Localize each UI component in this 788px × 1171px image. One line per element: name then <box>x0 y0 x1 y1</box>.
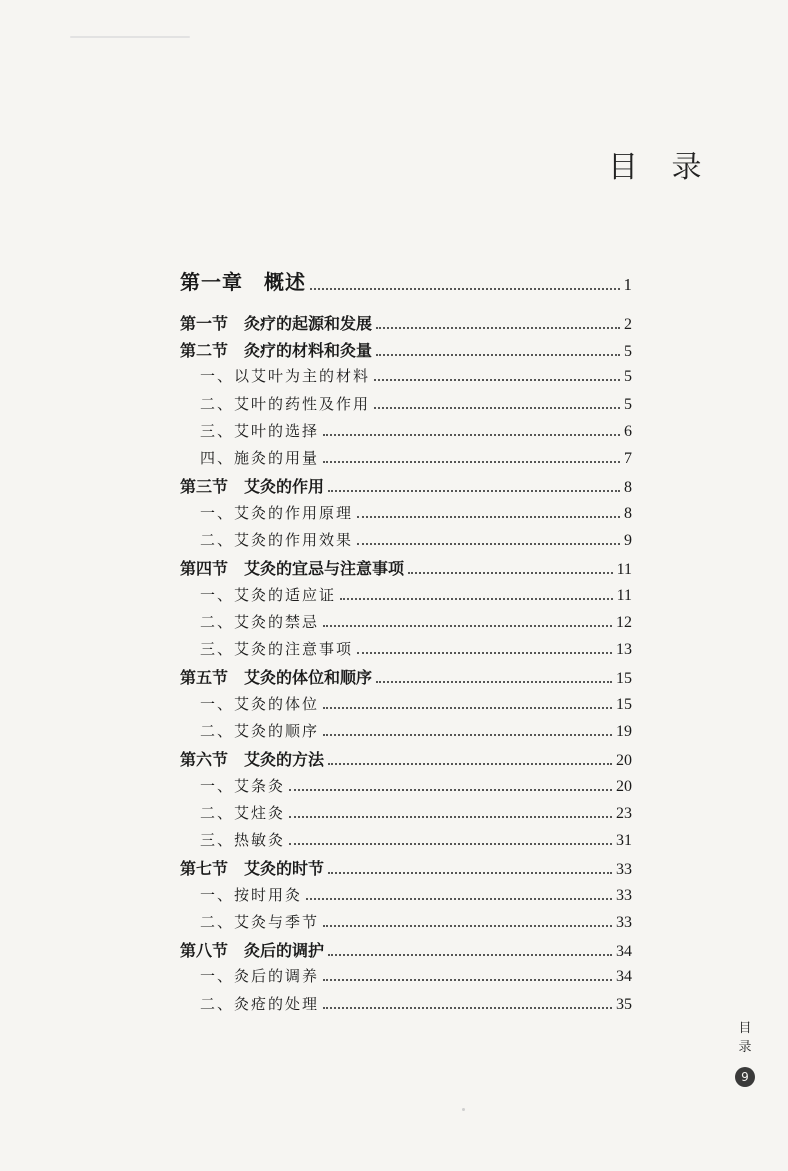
toc-entry-label: 一、艾条灸 <box>200 777 286 795</box>
dot-leader <box>374 407 620 409</box>
dot-leader <box>357 516 620 518</box>
toc-entry <box>180 829 632 850</box>
dot-leader <box>328 954 612 956</box>
toc-entry <box>180 529 632 550</box>
toc-entry-page-number: 5 <box>624 396 632 413</box>
dot-leader <box>323 925 612 927</box>
toc-entry-label: 一、以艾叶为主的材料 <box>200 367 371 385</box>
toc-entry-page-number: 35 <box>616 996 632 1013</box>
toc-entry-label: 三、艾叶的选择 <box>200 422 320 440</box>
toc-entry-label: 一、按时用灸 <box>200 886 303 904</box>
toc-entry-label: 一、艾灸的适应证 <box>200 586 337 604</box>
side-tab-line: 目 <box>738 1021 752 1036</box>
toc-entry-label: 第六节 艾灸的方法 <box>180 750 325 769</box>
toc-entry-label: 第二节 灸疗的材料和灸量 <box>180 341 373 360</box>
toc-entry-label: 第七节 艾灸的时节 <box>180 859 325 878</box>
toc-entry <box>180 365 632 386</box>
toc-entry-label: 一、艾灸的作用原理 <box>200 504 354 522</box>
dot-leader <box>323 434 620 436</box>
toc-entry <box>180 420 632 441</box>
dot-leader <box>323 734 612 736</box>
toc-entry-page-number: 9 <box>624 532 632 549</box>
dot-leader <box>289 816 612 818</box>
toc-entry <box>180 720 632 741</box>
dot-leader <box>328 763 612 765</box>
toc-entry-label: 一、灸后的调养 <box>200 967 320 985</box>
dot-leader <box>408 572 613 574</box>
dot-leader <box>357 543 620 545</box>
dot-leader <box>323 461 620 463</box>
dot-leader <box>328 490 620 492</box>
toc-entry-page-number: 20 <box>616 778 632 795</box>
dot-leader <box>376 327 620 329</box>
dot-leader <box>289 789 612 791</box>
toc-entry-label: 二、灸疮的处理 <box>200 995 320 1013</box>
toc-entry-page-number: 11 <box>616 561 632 578</box>
toc-entry-label: 三、艾灸的注意事项 <box>200 640 354 658</box>
toc-entry-label: 二、艾炷灸 <box>200 804 286 822</box>
toc-entry-label: 第三节 艾灸的作用 <box>180 477 325 496</box>
toc-entry-label: 第四节 艾灸的宜忌与注意事项 <box>180 559 405 578</box>
toc-entry <box>180 611 632 632</box>
toc-entry-page-number: 15 <box>616 696 632 713</box>
toc-entry <box>180 338 632 361</box>
toc-entry-label: 二、艾灸的作用效果 <box>200 531 354 549</box>
dot-leader <box>310 288 620 290</box>
toc-entry-label: 三、热敏灸 <box>200 831 286 849</box>
toc-entry-page-number: 34 <box>616 943 632 960</box>
toc-entry-page-number: 31 <box>616 832 632 849</box>
toc-entry-label: 一、艾灸的体位 <box>200 695 320 713</box>
toc-entry-page-number: 20 <box>616 752 632 769</box>
toc-entry <box>180 993 632 1014</box>
toc-entry <box>180 266 632 295</box>
toc-entry <box>180 474 632 497</box>
toc-entry <box>180 665 632 688</box>
toc-entry-label: 二、艾灸的禁忌 <box>200 613 320 631</box>
toc-entry-page-number: 12 <box>616 614 632 631</box>
toc-entry-label: 二、艾灸的顺序 <box>200 722 320 740</box>
toc-entry-page-number: 5 <box>624 343 632 360</box>
toc-entry-label: 第五节 艾灸的体位和顺序 <box>180 668 373 687</box>
toc-entry-page-number: 8 <box>624 505 632 522</box>
toc-entry-label: 四、施灸的用量 <box>200 449 320 467</box>
side-tab-line: 录 <box>738 1040 752 1055</box>
dot-leader <box>376 681 612 683</box>
toc-entry-page-number: 15 <box>616 670 632 687</box>
toc-entry <box>180 856 632 879</box>
toc-entry <box>180 938 632 961</box>
side-tab <box>735 1019 755 1057</box>
dot-leader <box>323 1007 612 1009</box>
toc-entry-label: 第一节 灸疗的起源和发展 <box>180 314 373 333</box>
toc-entry <box>180 584 632 605</box>
toc-entry-page-number: 6 <box>624 423 632 440</box>
toc-entry-label: 二、艾灸与季节 <box>200 913 320 931</box>
toc-entry <box>180 802 632 823</box>
page-number-badge: 9 <box>735 1067 755 1087</box>
toc-entry <box>180 911 632 932</box>
dot-leader <box>323 625 612 627</box>
toc-entry <box>180 884 632 905</box>
toc-entry-page-number: 7 <box>624 450 632 467</box>
toc-entry-page-number: 33 <box>616 861 632 878</box>
toc-entry-page-number: 11 <box>616 587 632 604</box>
toc-entry <box>180 447 632 468</box>
dot-leader <box>376 354 620 356</box>
toc-entry-label: 第八节 灸后的调护 <box>180 941 325 960</box>
toc-entry <box>180 747 632 770</box>
toc-entry <box>180 311 632 334</box>
dot-leader <box>328 872 612 874</box>
toc-entry-page-number: 5 <box>624 368 632 385</box>
dot-leader <box>289 843 612 845</box>
toc-entry-page-number: 8 <box>624 479 632 496</box>
toc-entry-page-number: 33 <box>616 914 632 931</box>
dot-leader <box>323 707 612 709</box>
toc-entry-page-number: 19 <box>616 723 632 740</box>
scan-speck <box>462 1108 465 1111</box>
toc-entry-page-number: 13 <box>616 641 632 658</box>
toc-entry <box>180 965 632 986</box>
dot-leader <box>340 598 613 600</box>
dot-leader <box>323 979 612 981</box>
toc-entry <box>180 775 632 796</box>
toc-entry-page-number: 2 <box>624 316 632 333</box>
dot-leader <box>374 379 620 381</box>
toc-entry-page-number: 23 <box>616 805 632 822</box>
scan-speck <box>70 36 190 38</box>
dot-leader <box>357 652 612 654</box>
toc-entry <box>180 393 632 414</box>
page-title: 目 录 <box>608 150 714 185</box>
toc-entry-label: 第一章 概述 <box>180 270 306 294</box>
dot-leader <box>306 898 612 900</box>
toc-entry-label: 二、艾叶的药性及作用 <box>200 395 371 413</box>
toc-entry-page-number: 1 <box>623 275 632 294</box>
toc-entry <box>180 556 632 579</box>
toc-entry <box>180 638 632 659</box>
toc-entry <box>180 502 632 523</box>
toc-entry-page-number: 33 <box>616 887 632 904</box>
toc-entry <box>180 693 632 714</box>
toc-entry-page-number: 34 <box>616 968 632 985</box>
